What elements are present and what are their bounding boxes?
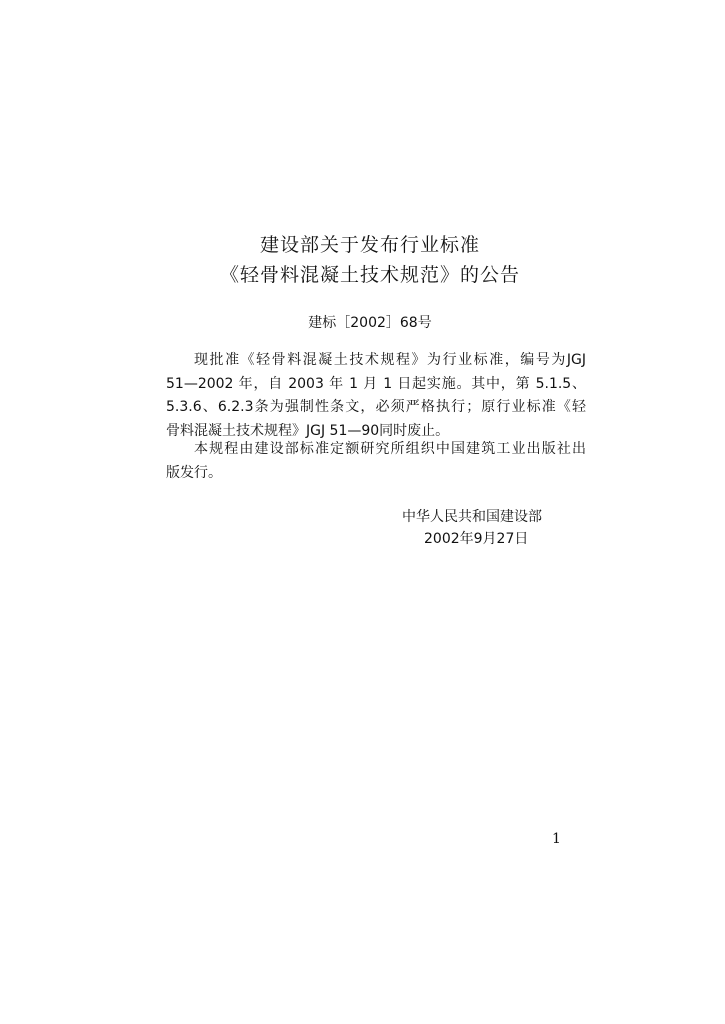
announcement-title-line-2: 《轻骨料混凝土技术规范》的公告 [219,264,520,286]
paragraph-line: 本规程由建设部标准定额研究所组织中国建筑工业出版社出 [194,441,586,457]
paragraph-line: 版发行。 [166,464,222,481]
paragraph-publication [166,438,586,485]
paragraph-line: 5.3.6、6.2.3条为强制性条文，必须严格执行；原行业标准《轻 [166,399,586,415]
page-number: 1 [552,831,561,847]
document-number: 建标［2002］68号 [308,315,432,331]
paragraph-approval [166,349,586,443]
paragraph-line: 51—2002 年，自 2003 年 1 月 1 日起实施。其中，第 5.1.5、 [166,375,586,392]
announcement-title-line-1: 建设部关于发布行业标准 [259,234,480,256]
paragraph-line: 骨料混凝土技术规程》JGJ 51—90同时废止。 [166,422,450,439]
signature-organization: 中华人民共和国建设部 [402,509,542,525]
paragraph-line: 现批准《轻骨料混凝土技术规程》为行业标准，编号为JGJ [194,352,586,368]
signature-date: 2002年9月27日 [424,531,529,547]
